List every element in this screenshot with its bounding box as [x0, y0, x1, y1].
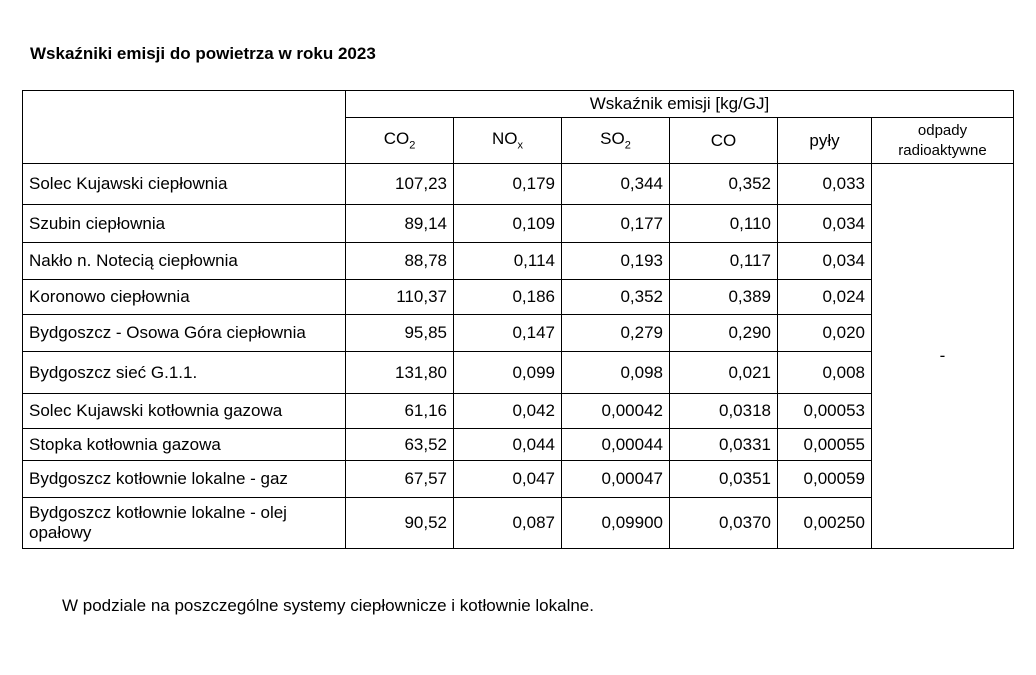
table-row: [23, 315, 1014, 352]
col-header-pyly: pyły: [778, 118, 872, 164]
table-cell: 0,177: [562, 205, 670, 243]
table-cell: 0,352: [670, 164, 778, 205]
radioactive-value: -: [872, 164, 1014, 549]
table-cell: 0,352: [562, 280, 670, 315]
table-cell: 89,14: [346, 205, 454, 243]
table-cell: 110,37: [346, 280, 454, 315]
table-cell: 0,0331: [670, 429, 778, 461]
table-cell: 0,020: [778, 315, 872, 352]
table-cell: 88,78: [346, 243, 454, 280]
footnote: W podziale na poszczególne systemy ciepłownicze i kotłownie lokalne.: [62, 596, 594, 615]
page-title: Wskaźniki emisji do powietrza w roku 2023: [30, 44, 376, 63]
row-label: Solec Kujawski kotłownia gazowa: [23, 394, 346, 429]
table-cell: 0,344: [562, 164, 670, 205]
table-cell: 0,114: [454, 243, 562, 280]
table-row: [23, 429, 1014, 461]
table-cell: 131,80: [346, 352, 454, 394]
table-cell: 0,024: [778, 280, 872, 315]
header-empty-cell: [23, 91, 346, 164]
table-cell: 0,0370: [670, 498, 778, 549]
row-label: Stopka kotłownia gazowa: [23, 429, 346, 461]
table-cell: 63,52: [346, 429, 454, 461]
table-row: [23, 461, 1014, 498]
group-header: Wskaźnik emisji [kg/GJ]: [346, 91, 1014, 118]
table-cell: 0,087: [454, 498, 562, 549]
table-cell: 0,00053: [778, 394, 872, 429]
table-cell: 0,00044: [562, 429, 670, 461]
col-header-radioactive: odpady radioaktywne: [872, 118, 1014, 164]
row-label: Bydgoszcz - Osowa Góra ciepłownia: [23, 315, 346, 352]
row-label: Szubin ciepłownia: [23, 205, 346, 243]
table-cell: 0,186: [454, 280, 562, 315]
col-header-so2: $SO_2$: [562, 118, 670, 164]
table-cell: 0,008: [778, 352, 872, 394]
col-header-co2: $CO_2$: [346, 118, 454, 164]
table-cell: 90,52: [346, 498, 454, 549]
table-cell: 0,099: [454, 352, 562, 394]
row-label: Bydgoszcz kotłownie lokalne - olej opałowy: [23, 498, 346, 549]
table-row: [23, 498, 1014, 549]
row-label: Solec Kujawski ciepłownia: [23, 164, 346, 205]
table-cell: 0,09900: [562, 498, 670, 549]
table-cell: 0,193: [562, 243, 670, 280]
table-cell: 0,044: [454, 429, 562, 461]
table-row: [23, 394, 1014, 429]
table-cell: 0,00042: [562, 394, 670, 429]
table-cell: 67,57: [346, 461, 454, 498]
table-cell: 0,00047: [562, 461, 670, 498]
table-cell: 0,021: [670, 352, 778, 394]
table-cell: 107,23: [346, 164, 454, 205]
emission-table: [22, 90, 1014, 549]
table-cell: 0,179: [454, 164, 562, 205]
table-cell: 0,00059: [778, 461, 872, 498]
table-cell: 0,109: [454, 205, 562, 243]
table-cell: 0,279: [562, 315, 670, 352]
table-cell: 0,034: [778, 243, 872, 280]
table-cell: 0,290: [670, 315, 778, 352]
table-row: [23, 205, 1014, 243]
table-cell: 95,85: [346, 315, 454, 352]
table-cell: 0,0351: [670, 461, 778, 498]
table-cell: 0,117: [670, 243, 778, 280]
col-header-nox: $NO_x$: [454, 118, 562, 164]
row-label: Nakło n. Notecią ciepłownia: [23, 243, 346, 280]
table-cell: 61,16: [346, 394, 454, 429]
table-cell: 0,034: [778, 205, 872, 243]
table-cell: 0,00250: [778, 498, 872, 549]
table-row: [23, 280, 1014, 315]
table-cell: 0,389: [670, 280, 778, 315]
col-header-co: CO: [670, 118, 778, 164]
table-cell: 0,098: [562, 352, 670, 394]
table-cell: 0,0318: [670, 394, 778, 429]
table-cell: 0,042: [454, 394, 562, 429]
table-row: [23, 164, 1014, 205]
table-cell: 0,110: [670, 205, 778, 243]
table-cell: 0,00055: [778, 429, 872, 461]
row-label: Koronowo ciepłownia: [23, 280, 346, 315]
row-label: Bydgoszcz sieć G.1.1.: [23, 352, 346, 394]
table-cell: 0,047: [454, 461, 562, 498]
row-label: Bydgoszcz kotłownie lokalne - gaz: [23, 461, 346, 498]
table-cell: 0,147: [454, 315, 562, 352]
table-row: [23, 352, 1014, 394]
table-cell: 0,033: [778, 164, 872, 205]
table-row: [23, 243, 1014, 280]
